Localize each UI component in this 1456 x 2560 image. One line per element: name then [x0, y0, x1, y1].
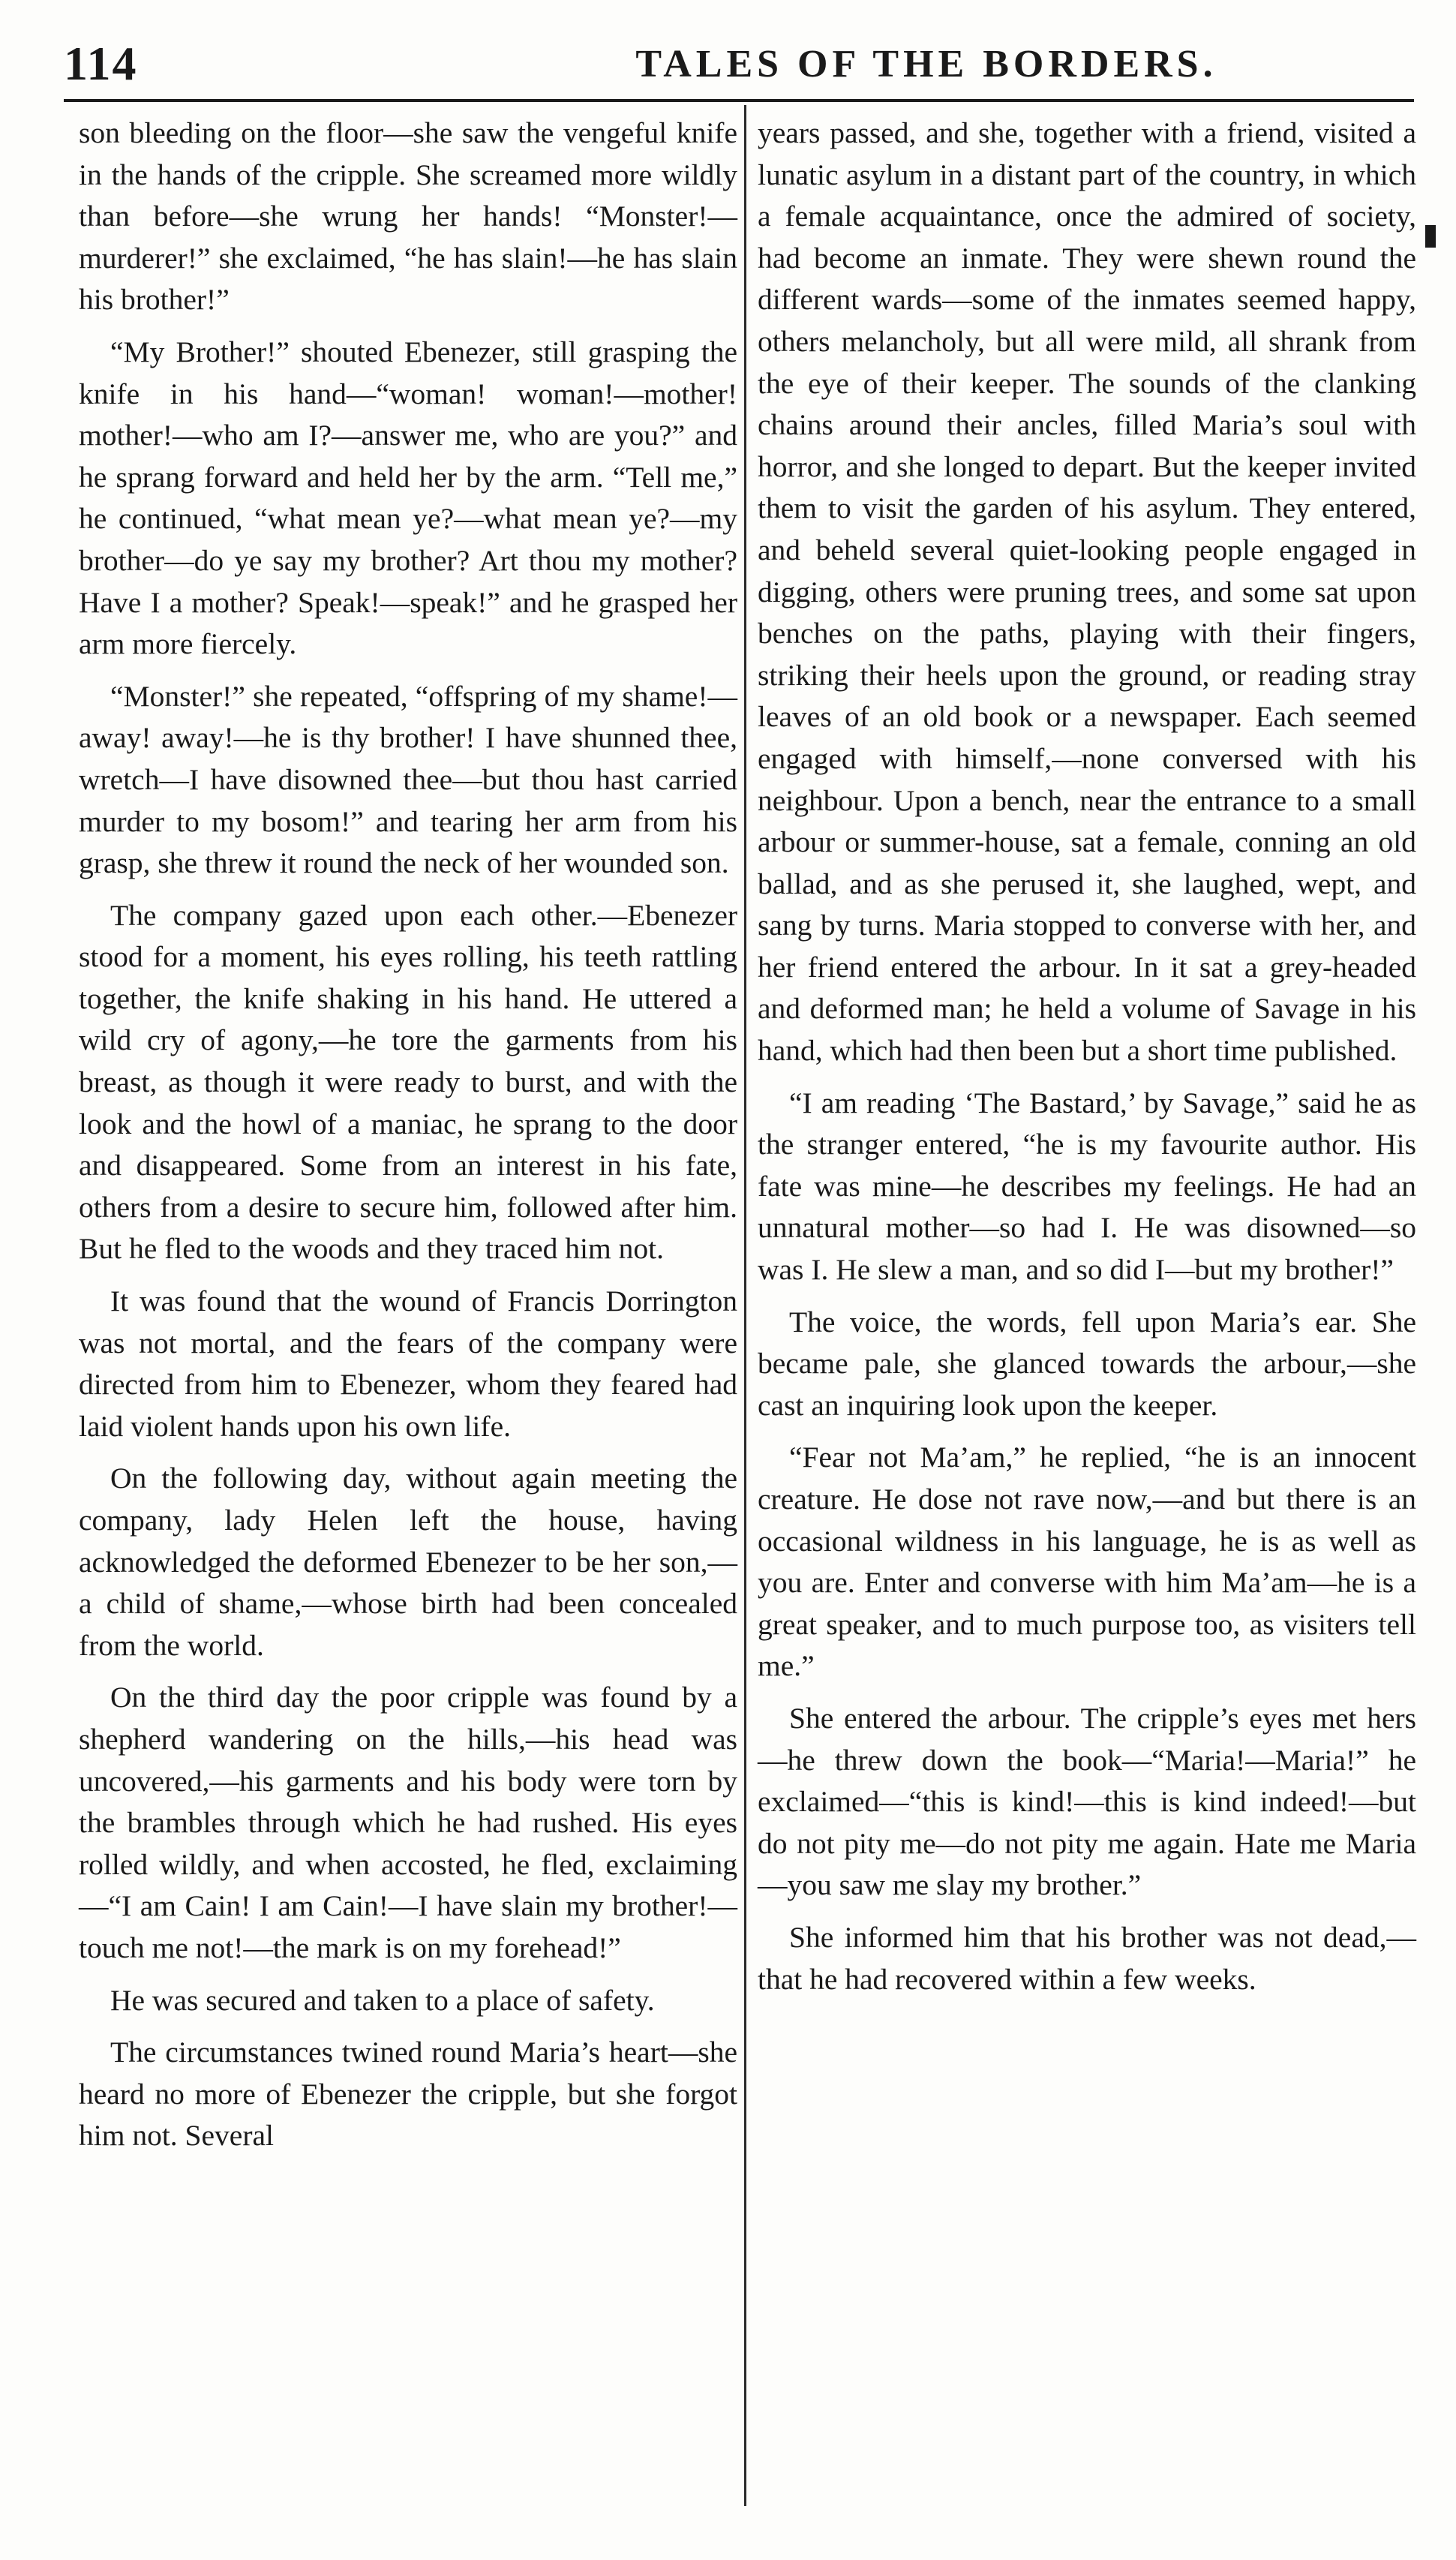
- paragraph: It was found that the wound of Francis Dorrington was not mortal, and the fears of the company were directed from him to Ebenezer, whom they feared had laid violent hands upon his own life.: [79, 1285, 737, 1443]
- right-column: [758, 113, 1416, 2011]
- margin-ink-mark: [1425, 225, 1436, 248]
- paragraph: He was secured and taken to a place of safety.: [110, 1983, 655, 2017]
- header-rule: [64, 99, 1414, 102]
- page-header: [64, 30, 1414, 105]
- column-divider: [744, 105, 746, 2506]
- paragraph: son bleeding on the floor—she saw the vengeful knife in the hands of the cripple. She screamed more wildly than before—she wrung her hands! “Monster!—murderer!” she exclaimed, “he has slain!—he has slain his brother!”: [79, 116, 737, 317]
- paragraph: “Monster!” she repeated, “offspring of my shame!—away! away!—he is thy brother! I have shunned thee, wretch—I have disowned thee—but thou hast carried murder to my bosom!” and tearing her arm from his grasp, she threw it round the neck of her wounded son.: [79, 679, 737, 880]
- paragraph: The voice, the words, fell upon Maria’s ear. She became pale, she glanced towards the arbour,—she cast an inquiring look upon the keeper.: [758, 1305, 1416, 1422]
- paragraph: On the following day, without again meeting the company, lady Helen left the house, having acknowledged the deformed Ebenezer to be her son,—a child of shame,—whose birth had been concealed from the world.: [79, 1462, 737, 1662]
- left-column: [79, 113, 737, 2168]
- paragraph: She informed him that his brother was not dead,—that he had recovered within a few weeks.: [758, 1920, 1416, 1996]
- paragraph: The company gazed upon each other.—Ebenezer stood for a moment, his eyes rolling, his teeth rattling together, the knife shaking in his hand. He uttered a wild cry of agony,—he tore the garments from his breast, as though it were ready to burst, and with the look and the howl of a maniac, he sprang to the door and disappeared. Some from an interest in his fate, others from a desire to secure him, followed after him. But he fled to the woods and they traced him not.: [79, 898, 737, 1266]
- paragraph: “Fear not Ma’am,” he replied, “he is an innocent creature. He dose not rave now,—and but there is an occasional wildness in his language, he is as well as you are. Enter and converse with him Ma’am—he is a great speaker, and to much purpose too, as visiters tell me.”: [758, 1441, 1416, 1683]
- paragraph: years passed, and she, together with a friend, visited a lunatic asylum in a distant part of the country, in which a female acquaintance, once the admired of society, had become an inmate. They were shewn round the different wards—some of the inmates seemed happy, others melancholy, but all were mild, all shrank from the eye of their keeper. The sounds of the clanking chains around their ancles, filled Maria’s soul with horror, and she longed to depart. But the keeper invited them to visit the garden of his asylum. They entered, and beheld several quiet-looking people engaged in digging, others were pruning trees, and some sat upon benches on the paths, playing with their fingers, striking their heels upon the ground, or reading stray leaves of an old book or a newspaper. Each seemed engaged with himself,—none conversed with his neighbour. Upon a bench, near the entrance to a small arbour or summer-house, sat a female, conning an old ballad, and as she perused it, she laughed, wept, and sang by turns. Maria stopped to converse with her, and her friend entered the arbour. In it sat a grey-headed and deformed man; he held a volume of Savage in his hand, which had then been but a short time published.: [758, 116, 1416, 1068]
- paragraph: The circumstances twined round Maria’s heart—she heard no more of Ebenezer the cripple, but she forgot him not. Several: [79, 2036, 737, 2153]
- paragraph: She entered the arbour. The cripple’s eyes met hers—he threw down the book—“Maria!—Maria!” he exclaimed—“this is kind!—this is kind indeed!—but do not pity me—do not pity me again. Hate me Maria—you saw me slay my brother.”: [758, 1701, 1416, 1902]
- paragraph: “My Brother!” shouted Ebenezer, still grasping the knife in his hand—“woman! woman!—mother! mother!—who am I?—answer me, who are you?” and he sprang forward and held her by the arm. “Tell me,” he continued, “what mean ye?—what mean ye?—my brother—do ye say my brother? Art thou my mother? Have I a mother? Speak!—speak!” and he grasped her arm more fiercely.: [79, 335, 737, 661]
- paragraph: “I am reading ‘The Bastard,’ by Savage,” said he as the stranger entered, “he is my favourite author. His fate was mine—he describes my feelings. He had an unnatural mother—so had I. He was disowned—so was I. He slew a man, and so did I—but my brother!”: [758, 1086, 1416, 1287]
- running-title: TALES OF THE BORDERS.: [635, 43, 1217, 86]
- paragraph: On the third day the poor cripple was found by a shepherd wandering on the hills,—his head was uncovered,—his garments and his body were torn by the brambles through which he had rushed. His eyes rolled wildly, and when accosted, he fled, exclaiming—“I am Cain! I am Cain!—I have slain my brother!—touch me not!—the mark is on my forehead!”: [79, 1681, 737, 1964]
- page-number: 114: [64, 37, 138, 90]
